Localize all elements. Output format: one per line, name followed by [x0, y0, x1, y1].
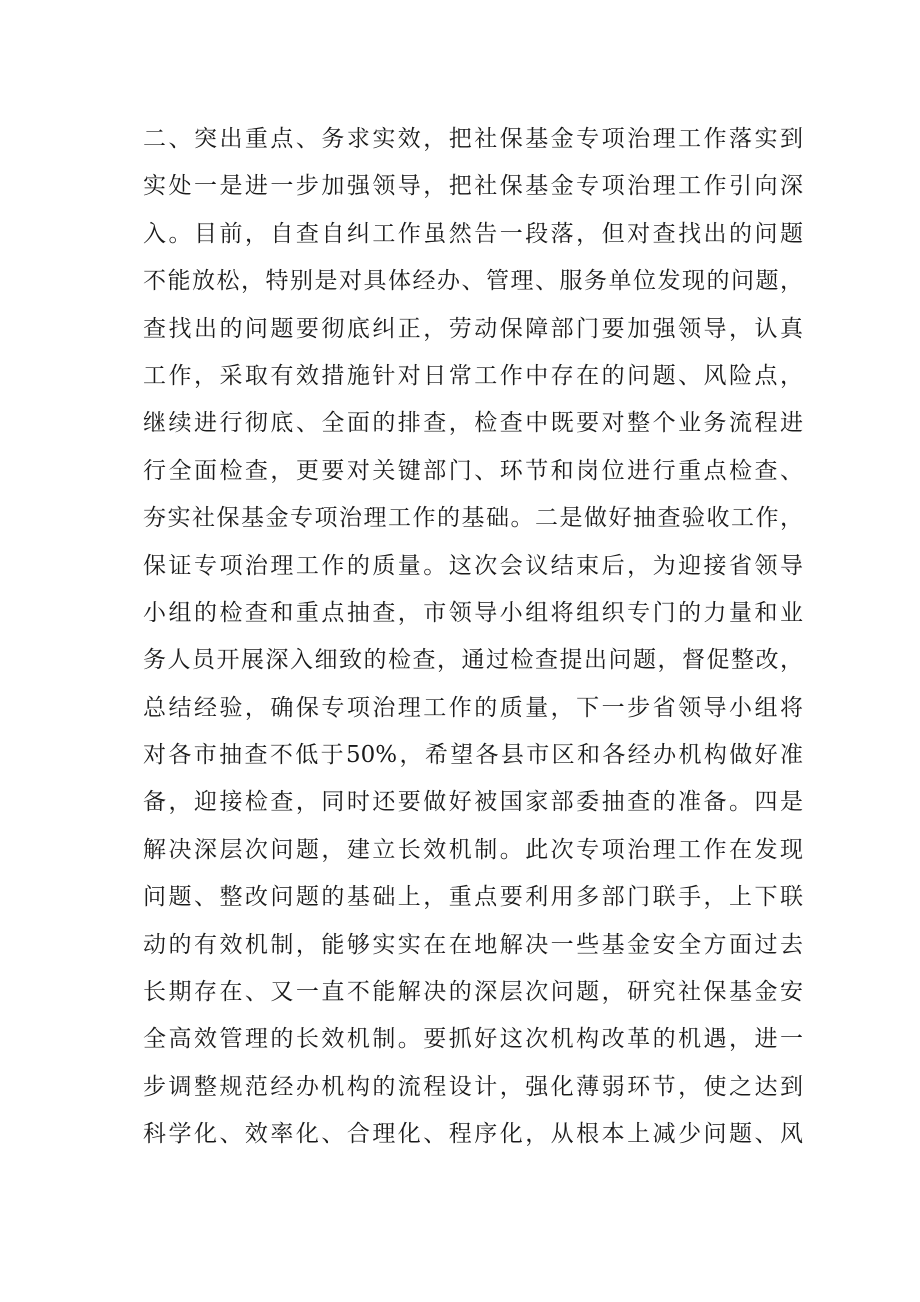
text-line: 工作，采取有效措施针对日常工作中存在的问题、风险点， — [143, 362, 803, 389]
text-line: 总结经验，确保专项治理工作的质量，下一步省领导小组将 — [143, 694, 803, 721]
text-line: 行全面检查，更要对关键部门、环节和岗位进行重点检查、 — [143, 457, 803, 484]
text-line: 科学化、效率化、合理化、程序化，从根本上减少问题、风 — [143, 1121, 803, 1148]
text-line: 保证专项治理工作的质量。这次会议结束后，为迎接省领导 — [143, 552, 803, 579]
text-line: 问题、整改问题的基础上，重点要利用多部门联手，上下联 — [143, 884, 803, 911]
text-line: 继续进行彻底、全面的排查，检查中既要对整个业务流程进 — [143, 410, 803, 437]
text-line: 动的有效机制，能够实实在在地解决一些基金安全方面过去 — [143, 931, 803, 958]
text-line: 务人员开展深入细致的检查，通过检查提出问题，督促整改， — [143, 647, 803, 674]
body-text — [143, 116, 803, 1159]
text-line: 步调整规范经办机构的流程设计，强化薄弱环节，使之达到 — [143, 1073, 803, 1100]
text-line: 二、突出重点、务求实效，把社保基金专项治理工作落实到 — [143, 126, 803, 152]
text-line: 备，迎接检查，同时还要做好被国家部委抽查的准备。四是 — [143, 789, 803, 816]
text-line: 实处一是进一步加强领导，把社保基金专项治理工作引向深 — [143, 173, 803, 200]
text-line: 入。目前，自查自纠工作虽然告一段落，但对查找出的问题 — [143, 220, 803, 247]
text-line: 不能放松，特别是对具体经办、管理、服务单位发现的问题， — [143, 268, 803, 295]
text-line: 长期存在、又一直不能解决的深层次问题，研究社保基金安 — [143, 979, 803, 1006]
text-line: 小组的检查和重点抽查，市领导小组将组织专门的力量和业 — [143, 599, 803, 626]
text-line: 查找出的问题要彻底纠正，劳动保障部门要加强领导，认真 — [143, 315, 803, 342]
text-line: 解决深层次问题，建立长效机制。此次专项治理工作在发现 — [143, 836, 803, 863]
text-line: 全高效管理的长效机制。要抓好这次机构改革的机遇，进一 — [143, 1026, 803, 1053]
text-line: 对各市抽查不低于50%，希望各县市区和各经办机构做好准 — [143, 742, 803, 769]
text-line: 夯实社保基金专项治理工作的基础。二是做好抽查验收工作， — [143, 505, 803, 532]
